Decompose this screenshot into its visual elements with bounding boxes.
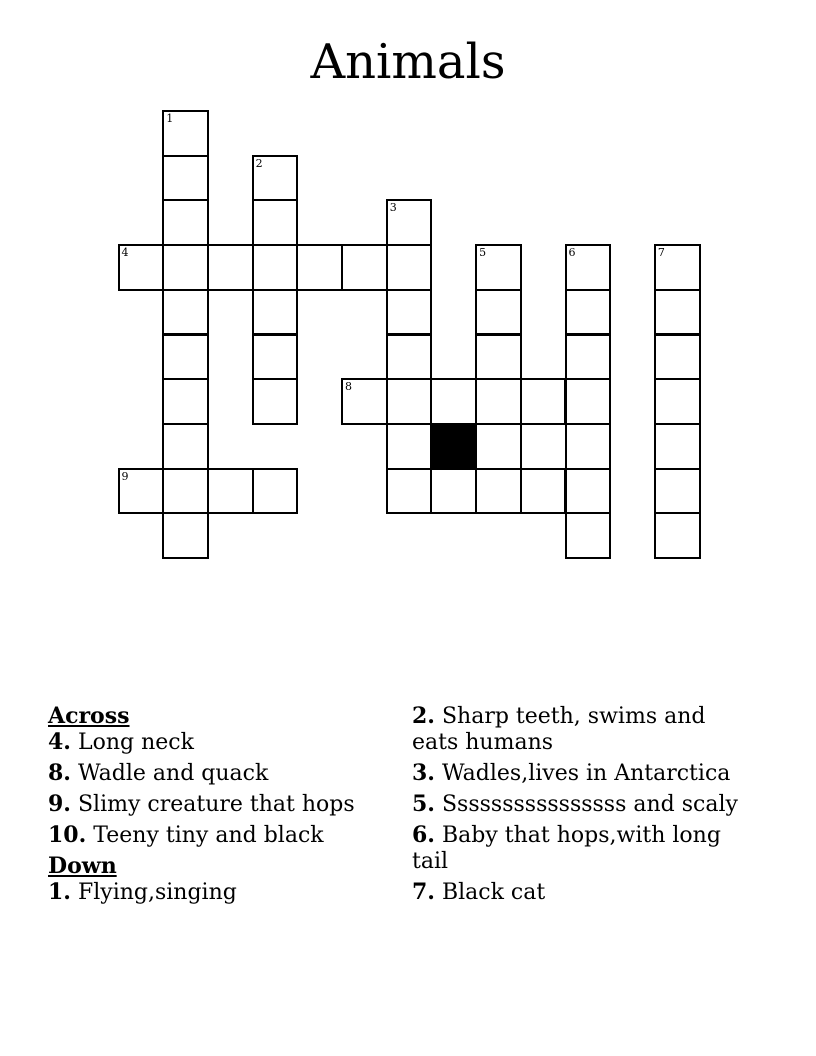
clue-number: 6.	[412, 822, 435, 848]
grid-cell[interactable]	[654, 423, 701, 470]
clue-number-label: 2	[255, 156, 263, 170]
page-title: Animals	[310, 34, 506, 90]
grid-cell[interactable]	[430, 378, 477, 425]
clue-down-7	[412, 879, 742, 906]
clue-down-3	[412, 760, 742, 787]
grid-cell[interactable]	[252, 468, 299, 515]
clue-number-label: 8	[345, 380, 352, 394]
clue-text: Baby that hops,with long tail	[412, 823, 721, 874]
grid-cell[interactable]	[252, 155, 299, 202]
clue-across-8	[48, 760, 378, 787]
clue-number-label: 7	[657, 246, 665, 260]
grid-cell[interactable]	[565, 334, 612, 381]
grid-cell[interactable]	[565, 378, 612, 425]
grid-cell[interactable]	[162, 512, 209, 559]
clue-down-6	[412, 822, 742, 875]
grid-cell[interactable]	[654, 512, 701, 559]
grid-cell[interactable]	[565, 244, 612, 291]
grid-cell[interactable]	[162, 423, 209, 470]
clue-number-label: 6	[568, 246, 576, 260]
grid-cell[interactable]	[386, 423, 433, 470]
clue-number: 8.	[48, 760, 71, 786]
clues-right-column	[412, 703, 742, 910]
grid-cell[interactable]	[386, 468, 433, 515]
grid-cell[interactable]	[475, 423, 522, 470]
grid-cell[interactable]	[207, 244, 254, 291]
grid-cell[interactable]	[252, 378, 299, 425]
grid-cell[interactable]	[565, 289, 612, 336]
clue-number: 10.	[48, 822, 87, 848]
grid-cell[interactable]	[386, 244, 433, 291]
clue-number: 5.	[412, 791, 435, 817]
clue-number-label: 4	[121, 246, 129, 260]
clue-text: Wadle and quack	[77, 761, 269, 786]
clue-text: Ssssssssssssssss and scaly	[441, 792, 738, 817]
grid-cell[interactable]	[162, 289, 209, 336]
grid-cell[interactable]	[475, 334, 522, 381]
across-heading: Across	[48, 703, 130, 729]
clue-down-2	[412, 703, 742, 756]
clue-number-label: 9	[121, 469, 129, 483]
grid-cell[interactable]	[565, 512, 612, 559]
clue-number: 4.	[48, 729, 71, 755]
clue-text: Long neck	[77, 730, 194, 755]
clue-number: 1.	[48, 879, 71, 905]
clue-text: Wadles,lives in Antarctica	[441, 761, 731, 786]
grid-cell[interactable]	[475, 378, 522, 425]
grid-cell[interactable]	[207, 468, 254, 515]
grid-cell[interactable]	[654, 378, 701, 425]
grid-cell[interactable]	[475, 468, 522, 515]
grid-cell[interactable]	[162, 110, 209, 157]
grid-cell[interactable]	[118, 468, 165, 515]
clue-across-4	[48, 729, 378, 756]
grid-cell[interactable]	[565, 423, 612, 470]
clue-text: Slimy creature that hops	[77, 792, 355, 817]
grid-cell[interactable]	[475, 289, 522, 336]
grid-cell[interactable]	[252, 244, 299, 291]
grid-cell[interactable]	[565, 468, 612, 515]
clue-number-label: 3	[389, 201, 397, 215]
grid-cell[interactable]	[386, 289, 433, 336]
grid-cell[interactable]	[654, 244, 701, 291]
clue-number-label: 1	[166, 112, 174, 125]
grid-cell[interactable]	[341, 378, 388, 425]
grid-cell[interactable]	[162, 199, 209, 246]
grid-cell[interactable]	[520, 468, 567, 515]
grid-cell[interactable]	[430, 468, 477, 515]
clue-across-10	[48, 822, 378, 849]
grid-cell[interactable]	[118, 244, 165, 291]
clue-number-label: 5	[479, 246, 487, 260]
grid-cell[interactable]	[654, 468, 701, 515]
grid-cell[interactable]	[386, 378, 433, 425]
clue-down-5	[412, 791, 742, 818]
clues-left-column	[48, 703, 378, 910]
grid-cell[interactable]	[162, 334, 209, 381]
black-square	[430, 423, 477, 470]
grid-cell[interactable]	[386, 334, 433, 381]
clue-down-1	[48, 879, 378, 906]
grid-cell[interactable]	[252, 289, 299, 336]
clue-text: Flying,singing	[77, 880, 237, 905]
grid-cell[interactable]	[162, 244, 209, 291]
clue-across-9	[48, 791, 378, 818]
grid-cell[interactable]	[654, 334, 701, 381]
clue-number: 3.	[412, 760, 435, 786]
grid-cell[interactable]	[296, 244, 343, 291]
grid-cell[interactable]	[252, 334, 299, 381]
clue-number: 2.	[412, 703, 435, 729]
down-heading: Down	[48, 853, 117, 879]
grid-cell[interactable]	[386, 199, 433, 246]
grid-cell[interactable]	[475, 244, 522, 291]
clue-text: Teeny tiny and black	[93, 823, 324, 848]
grid-cell[interactable]	[520, 378, 567, 425]
grid-cell[interactable]	[654, 289, 701, 336]
grid-cell[interactable]	[162, 468, 209, 515]
clue-number: 7.	[412, 879, 435, 905]
grid-cell[interactable]	[341, 244, 388, 291]
clue-number: 9.	[48, 791, 71, 817]
grid-cell[interactable]	[162, 378, 209, 425]
grid-cell[interactable]	[252, 199, 299, 246]
grid-cell[interactable]	[162, 155, 209, 202]
clue-text: Black cat	[441, 880, 546, 905]
clue-text: Sharp teeth, swims and eats humans	[412, 704, 706, 755]
